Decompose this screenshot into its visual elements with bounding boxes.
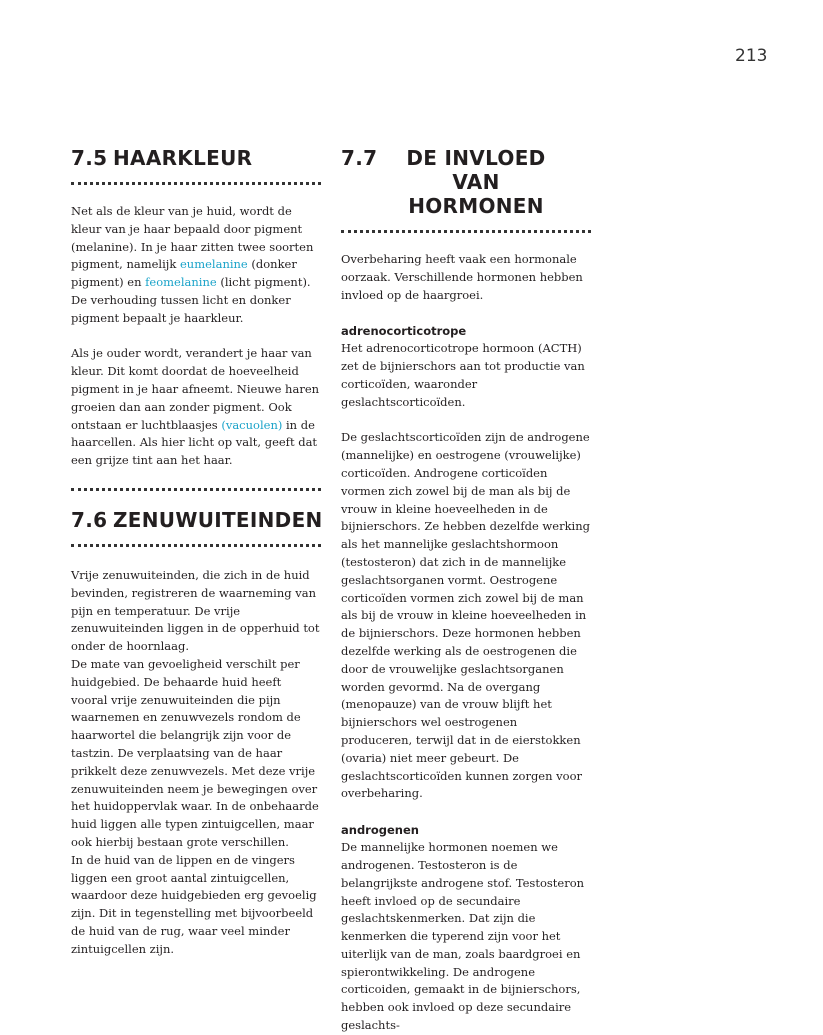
section-zenuwuiteinden: [71, 508, 321, 959]
paragraph: [71, 345, 321, 470]
section-body: [71, 567, 321, 959]
text-run: Net als de kleur van je huid, wordt de kleur van je haar bepaald door pigment (melanine). In je haar zitten twee soorten pigment, namelijk: [71, 204, 314, 272]
paragraph: In de huid van de lippen en de vingers liggen een groot aantal zintuigcellen, waardoor deze huidgebieden erg gevoelig zijn. Dit in tegenstelling met bijvoorbeeld de huid van de rug, waar veel minder zintuigcellen zijn.: [71, 852, 317, 956]
section-hormonen: [341, 146, 591, 1035]
section-haarkleur: [71, 146, 321, 491]
dotted-divider: [71, 488, 321, 491]
term-vacuolen: (vacuolen): [221, 417, 283, 432]
paragraph: De geslachtscorticoïden zijn de androgene (mannelijke) en oestrogene (vrouwelijke) corticoïden. Androgene corticoïden vormen zich zowel bij de man als bij de vrouw in kleine hoeveelheden in de bijnierschors. Ze hebben dezelfde werking als het mannelijke geslachtshormoon (testosteron) dat zich in de mannelijke geslachtsorganen vormt. Oestrogene corticoïden vormen zich zowel bij de man als bij de vrouw in kleine hoeveelheden in de bijnierschors. Deze hormonen hebben dezelfde werking als de oestrogenen die door de vrouwelijke geslachtsorganen worden gevormd. Na de overgang (menopauze) van de vrouw blijft het bijnierschors wel oestrogenen produceren, terwijl dat in de eierstokken (ovaria) niet meer gebeurt. De geslachtscorticoïden kunnen zorgen voor overbeharing.: [341, 430, 590, 801]
section-number: 7.6: [71, 507, 108, 532]
term-feomelanine: feomelanine: [145, 275, 217, 290]
text-run: (donker pigment) en: [71, 257, 297, 290]
dotted-divider: [71, 182, 321, 185]
section-title: ZENUWUITEINDEN: [113, 507, 323, 532]
dotted-divider: [341, 230, 591, 233]
subheading: androgenen: [341, 823, 419, 838]
paragraph: Vrije zenuwuiteinden, die zich in de huid bevinden, registreren de waarneming van pijn en temperatuur. De vrije zenuwuiteinden liggen in de opperhuid tot onder de hoornlaag.: [71, 567, 320, 654]
paragraph: [71, 203, 321, 328]
text-run: Als je ouder wordt, verandert je haar van kleur. Dit komt doordat de hoeveelheid pigment in je haar afneemt. Nieuwe haren groeien dan aan zonder pigment. Ook ontstaan er luchtblaasjes: [71, 346, 320, 432]
section-body: [71, 203, 321, 470]
paragraph: Het adrenocorticotrope hormoon (ACTH) zet de bijnierschors aan tot productie van corticoïden, waaronder geslachtscorticoïden.: [341, 341, 585, 409]
left-column: [71, 146, 321, 958]
paragraph: Overbeharing heeft vaak een hormonale oorzaak. Verschillende hormonen hebben invloed op de haargroei.: [341, 252, 583, 302]
section-number: 7.5: [71, 146, 108, 170]
right-column: [341, 146, 591, 1035]
page-number: 213: [735, 46, 768, 66]
text-run: in de haarcellen. Als hier licht op valt, geeft dat een grijze tint aan het haar.: [71, 417, 318, 468]
section-number: 7.7: [341, 146, 378, 170]
subheading: adrenocorticotrope: [341, 324, 467, 339]
dotted-divider: [71, 544, 321, 547]
section-heading: [341, 146, 591, 218]
section-heading: [71, 146, 321, 170]
paragraph: De mannelijke hormonen noemen we androgenen. Testosteron is de belangrijkste androgene stof. Testosteron heeft invloed op de secundaire geslachtskenmerken. Dat zijn die kenmerken die typerend zijn voor het uiterlijk van de man, zoals baardgroei en spierontwikkeling. De androgene corticoiden, gemaakt in de bijnierschors, hebben ook invloed op deze secundaire geslachts-: [341, 840, 585, 1033]
paragraph: De mate van gevoeligheid verschilt per huidgebied. De behaarde huid heeft vooral vrije zenuwuiteinden die pijn waarnemen en zenuwvezels rondom de haarwortel die belangrijk zijn voor de tastzin. De verplaatsing van de haar prikkelt deze zenuwvezels. Met deze vrije zenuwuiteinden neem je bewegingen over het huidoppervlak waar. In de onbehaarde huid liggen alle typen zintuigcellen, maar ook hierbij bestaan grote verschillen.: [71, 656, 319, 849]
term-eumelanine: eumelanine: [179, 257, 248, 272]
section-title: DE INVLOED VAN HORMONEN: [406, 146, 546, 218]
section-body: [341, 251, 591, 1035]
section-heading: [71, 508, 321, 532]
text-run: (licht pigment). De verhouding tussen licht en donker pigment bepaalt je haarkleur.: [71, 275, 311, 325]
section-title: HAARKLEUR: [113, 146, 253, 170]
